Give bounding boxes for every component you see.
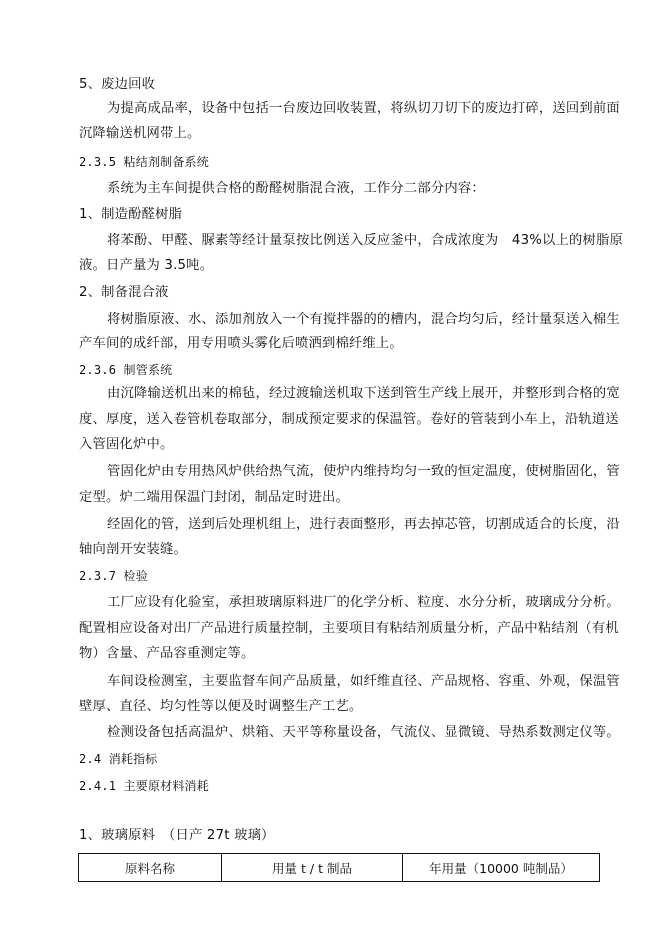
- paragraph-line: 物）含量、产品容重测定等。: [79, 646, 255, 661]
- paragraph-line: 度、厚度，送入卷管机卷取部分，制成预定要求的保温管。卷好的管装到小车上，沿轨道送: [79, 412, 619, 427]
- list-heading-glass: 1、玻璃原料 （日产 27t 玻璃）: [79, 828, 275, 843]
- list-heading-mixture: 2、制备混合液: [79, 285, 169, 300]
- paragraph-line: 车间设检测室，主要监督车间产品质量，如纤维直径、产品规格、容重、外观，保温管: [107, 674, 620, 689]
- section-heading-pipe: 2.3.6 制管系统: [79, 363, 173, 377]
- paragraph-line: 为提高成品率，设备中包括一台废边回收装置，将纵切刀切下的废边打碎，送回到前面: [107, 101, 620, 116]
- table-header-cell: 年用量（10000 吨制品）: [403, 854, 600, 882]
- paragraph-line: 经固化的管，送到后处理机组上，进行表面整形，再去掉芯管，切割成适合的长度，沿: [107, 517, 620, 532]
- section-heading-binder: 2.3.5 粘结剂制备系统: [79, 155, 209, 169]
- paragraph-line: 沉降输送机网带上。: [79, 126, 201, 141]
- paragraph-line: 定型。炉二端用保温门封闭，制品定时进出。: [79, 490, 349, 505]
- paragraph-line: 管固化炉由专用热风炉供给热气流，使炉内维持均匀一致的恒定温度，使树脂固化，管: [107, 464, 620, 479]
- paragraph-line: 入管固化炉中。: [79, 437, 174, 452]
- table-header-row: [79, 854, 600, 882]
- materials-table: [78, 853, 600, 882]
- table-header-cell: 原料名称: [79, 854, 222, 882]
- list-heading-waste-edge: 5、废边回收: [79, 77, 156, 92]
- paragraph-line: 产车间的成纤部，用专用喷头雾化后喷洒到棉纤维上。: [79, 336, 403, 351]
- paragraph-line: 配置相应设备对出厂产品进行质量控制，主要项目有粘结剂质量分析，产品中粘结剂（有机: [79, 621, 619, 636]
- paragraph-line: 液。日产量为 3.5吨。: [79, 258, 214, 273]
- section-heading-materials: 2.4.1 主要原材料消耗: [79, 779, 209, 793]
- section-heading-consumption: 2.4 消耗指标: [79, 752, 158, 766]
- section-heading-inspection: 2.3.7 检验: [79, 569, 148, 583]
- table-header-cell: 用量 t / t 制品: [222, 854, 403, 882]
- paragraph-line: 由沉降输送机出来的棉毡，经过渡输送机取下送到管生产线上展开，并整形到合格的宽: [107, 386, 620, 401]
- paragraph-line: 系统为主车间提供合格的酚醛树脂混合液，工作分二部分内容：: [107, 181, 485, 196]
- paragraph-line: 工厂应设有化验室，承担玻璃原料进厂的化学分析、粒度、水分分析，玻璃成分分析。: [107, 595, 620, 610]
- paragraph-line: 将苯酚、甲醛、脲素等经计量泵按比例送入反应釜中，合成浓度为 43%以上的树脂原: [107, 233, 624, 248]
- paragraph-line: 检测设备包括高温炉、烘箱、天平等称量设备，气流仪、显微镜、导热系数测定仪等。: [107, 725, 620, 740]
- paragraph-line: 将树脂原液、水、添加剂放入一个有搅拌器的的槽内，混合均匀后，经计量泵送入棉生: [107, 312, 620, 327]
- list-heading-resin: 1、制造酚醛树脂: [79, 207, 183, 222]
- paragraph-line: 壁厚、直径、均匀性等以便及时调整生产工艺。: [79, 699, 363, 714]
- paragraph-line: 轴向剖开安装缝。: [79, 542, 187, 557]
